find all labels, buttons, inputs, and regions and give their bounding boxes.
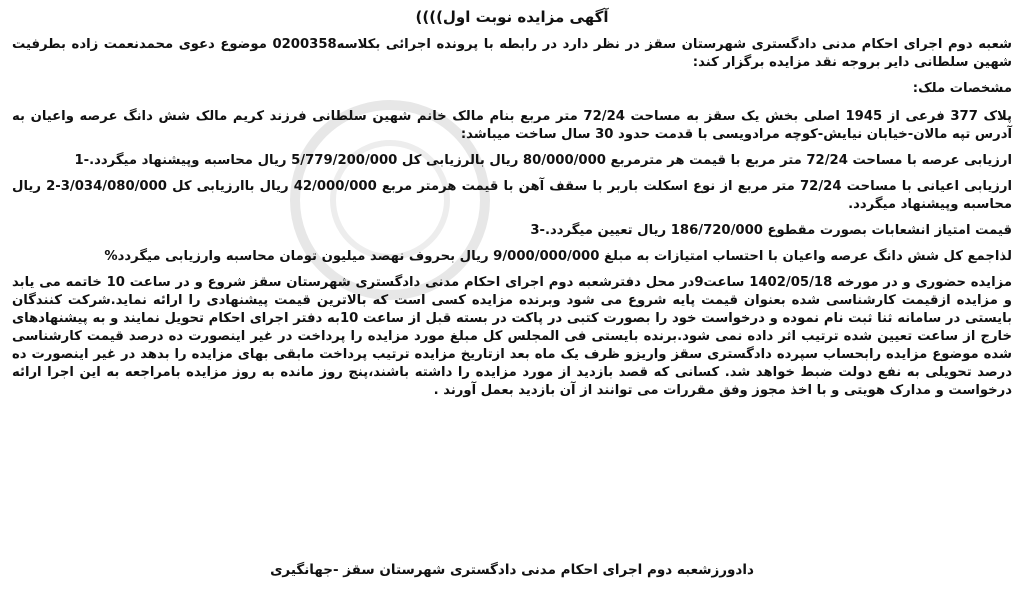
notice-content	[12, 8, 1012, 400]
property-specs-heading: مشخصات ملک:	[912, 81, 1012, 96]
valuation-utilities: قیمت امتیاز انشعابات بصورت مقطوع 186/720/000 ریال تعیین میگردد.-3	[530, 223, 1012, 238]
property-description: پلاک 377 فرعی از 1945 اصلی بخش یک سقز به مساحت 72/24 متر مربع بنام مالک خانم شهین سلطانی فرزند کریم مالک شش دانگ عرصه واعیان به آدرس تپه مالان-خیابان نیایش-کوچه مرادویسی با قدمت حدود 30 سال ساخت میباشد:	[12, 109, 1012, 142]
notice-title: آگهی مزایده نوبت اول))))	[415, 8, 609, 26]
valuation-land: ارزیابی عرصه با مساحت 72/24 متر مربع با قیمت هر مترمربع 80/000/000 ریال بالرزیابی کل 5/779/200/000 ریال محاسبه وپیشنهاد میگردد.-1	[74, 153, 1012, 168]
valuation-total: لذاجمع کل شش دانگ عرصه واعیان با احتساب امتیازات به مبلغ 9/000/000/000 ریال بحروف نهصد میلیون تومان محاسبه وارزیابی میگردد%	[104, 249, 1012, 264]
auction-terms: مزایده حضوری و در مورخه 1402/05/18 ساعت9در محل دفترشعبه دوم اجرای احکام مدنی دادگستری شهرستان سقز شروع و در ساعت 10 خاتمه می یابد و مزایده ازقیمت کارشناسی شده بعنوان قیمت پایه شروع می شود وبرنده مزایده کسی است که بالاترین قیمت پیشنهادی را ارائه نماید.شرکت کنندگان بایستی در سامانه ثنا ثبت نام نموده و درخواست خود را بصورت کتبی در پاکت در بسته قبل از ساعت 10به دفتر اجرای احکام تحویل نمایند و به پیشنهادهای خارج از ساعت تعیین شده ترتیب اثر داده نمی شود.برنده بایستی فی المجلس کل مبلغ مورد مزایده را پرداخت در غیر اینصورت ده درصد قیمت کارشناسی شده موضوع مزایده رابحساب سپرده دادگستری سقز واریزو ظرف یک ماه بعد ازتاریخ مزایده ترتیب پرداخت مابقی بهای مزایده را بدهد در غیر اینصورت ده درصد تحویلی به نفع دولت ضبط خواهد شد. کسانی که قصد بازدید از مورد مزایده را داشته باشند،پنج روز مانده به روز مزایده بامراجعه به این اجرا ارائه درخواست و مدارک هویتی و با اخذ مجوز وفق مقررات می توانند از آن بازدید بعمل آورند .	[12, 275, 1013, 398]
notice-intro: شعبه دوم اجرای احکام مدنی دادگستری شهرستان سقز در نظر دارد در رابطه با پرونده اجرائی بکلاسه0200358 موضوع دعوی محمدنعمت زاده بطرفیت شهین سلطانی دایر بروجه نقد مزایده برگزار کند:	[12, 37, 1012, 70]
valuation-building: ارزیابی اعیانی با مساحت 72/24 متر مربع از نوع اسکلت باربر با سقف آهن با قیمت هرمتر مربع 42/000/000 ریال باارزیابی کل 3/034/080/000-2 ریال محاسبه وپیشنهاد میگردد.	[12, 179, 1013, 212]
signature-line: دادورزشعبه دوم اجرای احکام مدنی دادگستری شهرستان سقز -جهانگیری	[270, 562, 754, 578]
